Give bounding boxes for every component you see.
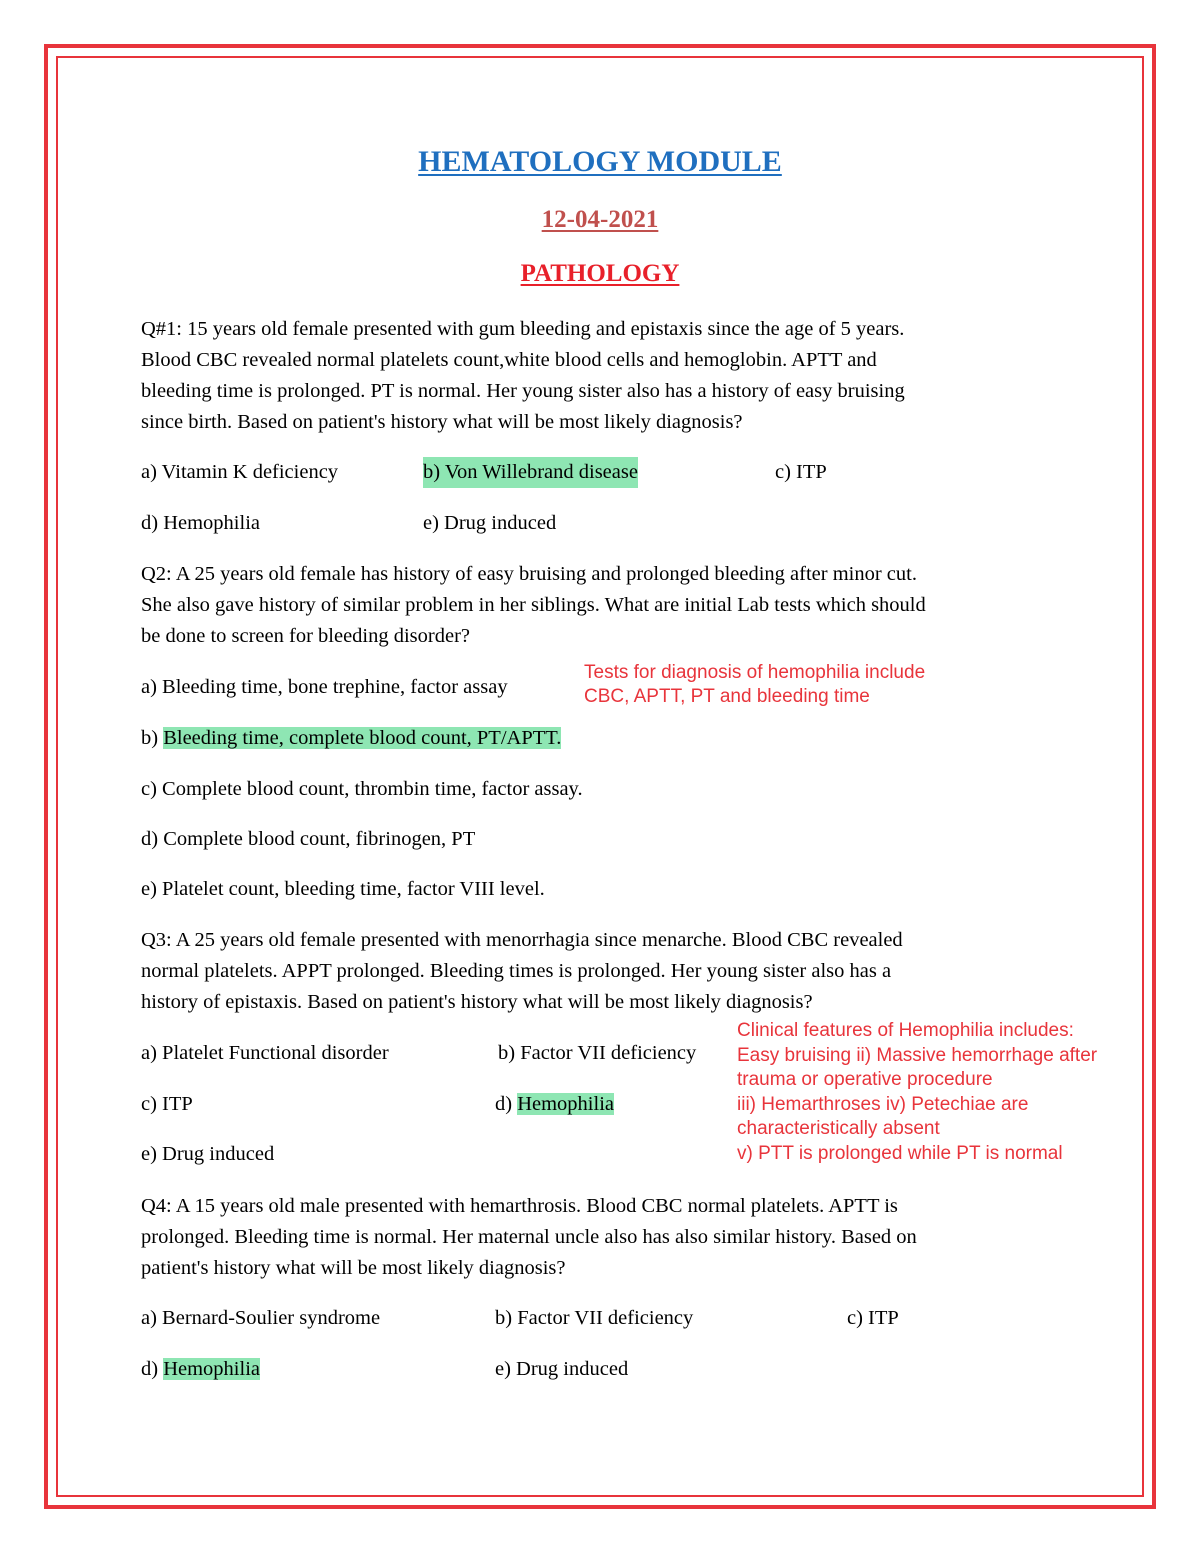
document-date: 12-04-2021 [541,206,659,233]
q4-option-d-answer: Hemophilia [163,1358,260,1380]
q1-line-1: Q#1: 15 years old female presented with gum bleeding and epistaxis since the age of 5 years. [141,318,905,340]
q2-line-1: Q2: A 25 years old female has history of easy bruising and prolonged bleeding after minor cut. [141,563,917,585]
q2-option-a: a) Bleeding time, bone trephine, factor assay [141,676,508,698]
q4-line-3: patient's history what will be most likely diagnosis? [141,1257,566,1279]
q2-option-b-answer: Bleeding time, complete blood count, PT/APTT. [163,727,562,749]
q1-option-b-answer: b) Von Willebrand disease [423,457,638,488]
q4-line-2: prolonged. Bleeding time is normal. Her maternal uncle also has also similar history. Based on [141,1226,917,1248]
q3-option-c: c) ITP [141,1093,193,1115]
q3-option-d-answer: Hemophilia [517,1093,614,1115]
q3-note-line-3: trauma or operative procedure [737,1069,993,1091]
q3-note-line-1: Clinical features of Hemophilia includes: [737,1020,1074,1041]
q4-option-b: b) Factor VII deficiency [495,1307,694,1329]
q2-note-line-2: CBC, APTT, PT and bleeding time [584,686,870,707]
q4-option-c: c) ITP [847,1307,899,1329]
q3-note-line-2: Easy bruising ii) Massive hemorrhage after [737,1044,1098,1066]
q3-note-line-4: iii) Hemarthroses iv) Petechiae are [737,1093,1029,1115]
q4-option-d [141,1354,260,1385]
q3-option-b: b) Factor VII deficiency [498,1042,697,1064]
q2-option-b-prefix: b) [141,727,164,749]
q1-option-c: c) ITP [775,461,827,483]
q3-option-d [495,1089,614,1120]
q3-line-2: normal platelets. APPT prolonged. Bleeding times is prolonged. Her young sister also has a [141,960,892,982]
q1-option-d: d) Hemophilia [141,512,260,534]
q2-line-3: be done to screen for bleeding disorder? [141,625,471,647]
q1-line-3: bleeding time is prolonged. PT is normal. Her young sister also has a history of easy bruising [141,380,905,402]
q2-option-e: e) Platelet count, bleeding time, factor VIII level. [141,878,545,900]
q3-line-1: Q3: A 25 years old female presented with menorrhagia since menarche. Blood CBC revealed [141,929,903,951]
q4-line-1: Q4: A 15 years old male presented with hemarthrosis. Blood CBC normal platelets. APTT is [141,1195,898,1217]
q3-note-line-5: characteristically absent [737,1118,940,1140]
q2-option-b [141,723,561,754]
q3-note-line-6: v) PTT is prolonged while PT is normal [737,1143,1063,1164]
q1-line-4: since birth. Based on patient's history what will be most likely diagnosis? [141,411,743,433]
q1-option-a: a) Vitamin K deficiency [141,461,339,483]
q3-option-e: e) Drug induced [141,1143,275,1165]
document-subject: PATHOLOGY [520,260,680,287]
q2-note-line-1: Tests for diagnosis of hemophilia include [584,662,926,683]
q3-line-3: history of epistaxis. Based on patient's history what will be most likely diagnosis? [141,991,813,1013]
q2-option-d: d) Complete blood count, fibrinogen, PT [141,828,476,850]
q4-option-e: e) Drug induced [495,1358,629,1380]
q1-option-e: e) Drug induced [423,512,557,534]
q4-option-a: a) Bernard-Soulier syndrome [141,1307,381,1329]
q4-option-d-prefix: d) [141,1358,164,1380]
q1-line-2: Blood CBC revealed normal platelets count,white blood cells and hemoglobin. APTT and [141,349,877,371]
q3-option-d-prefix: d) [495,1093,518,1115]
q3-option-a: a) Platelet Functional disorder [141,1042,389,1064]
q2-option-c: c) Complete blood count, thrombin time, factor assay. [141,778,583,800]
document-title: HEMATOLOGY MODULE [418,145,782,178]
q2-line-2: She also gave history of similar problem in her siblings. What are initial Lab tests which should [141,594,926,616]
